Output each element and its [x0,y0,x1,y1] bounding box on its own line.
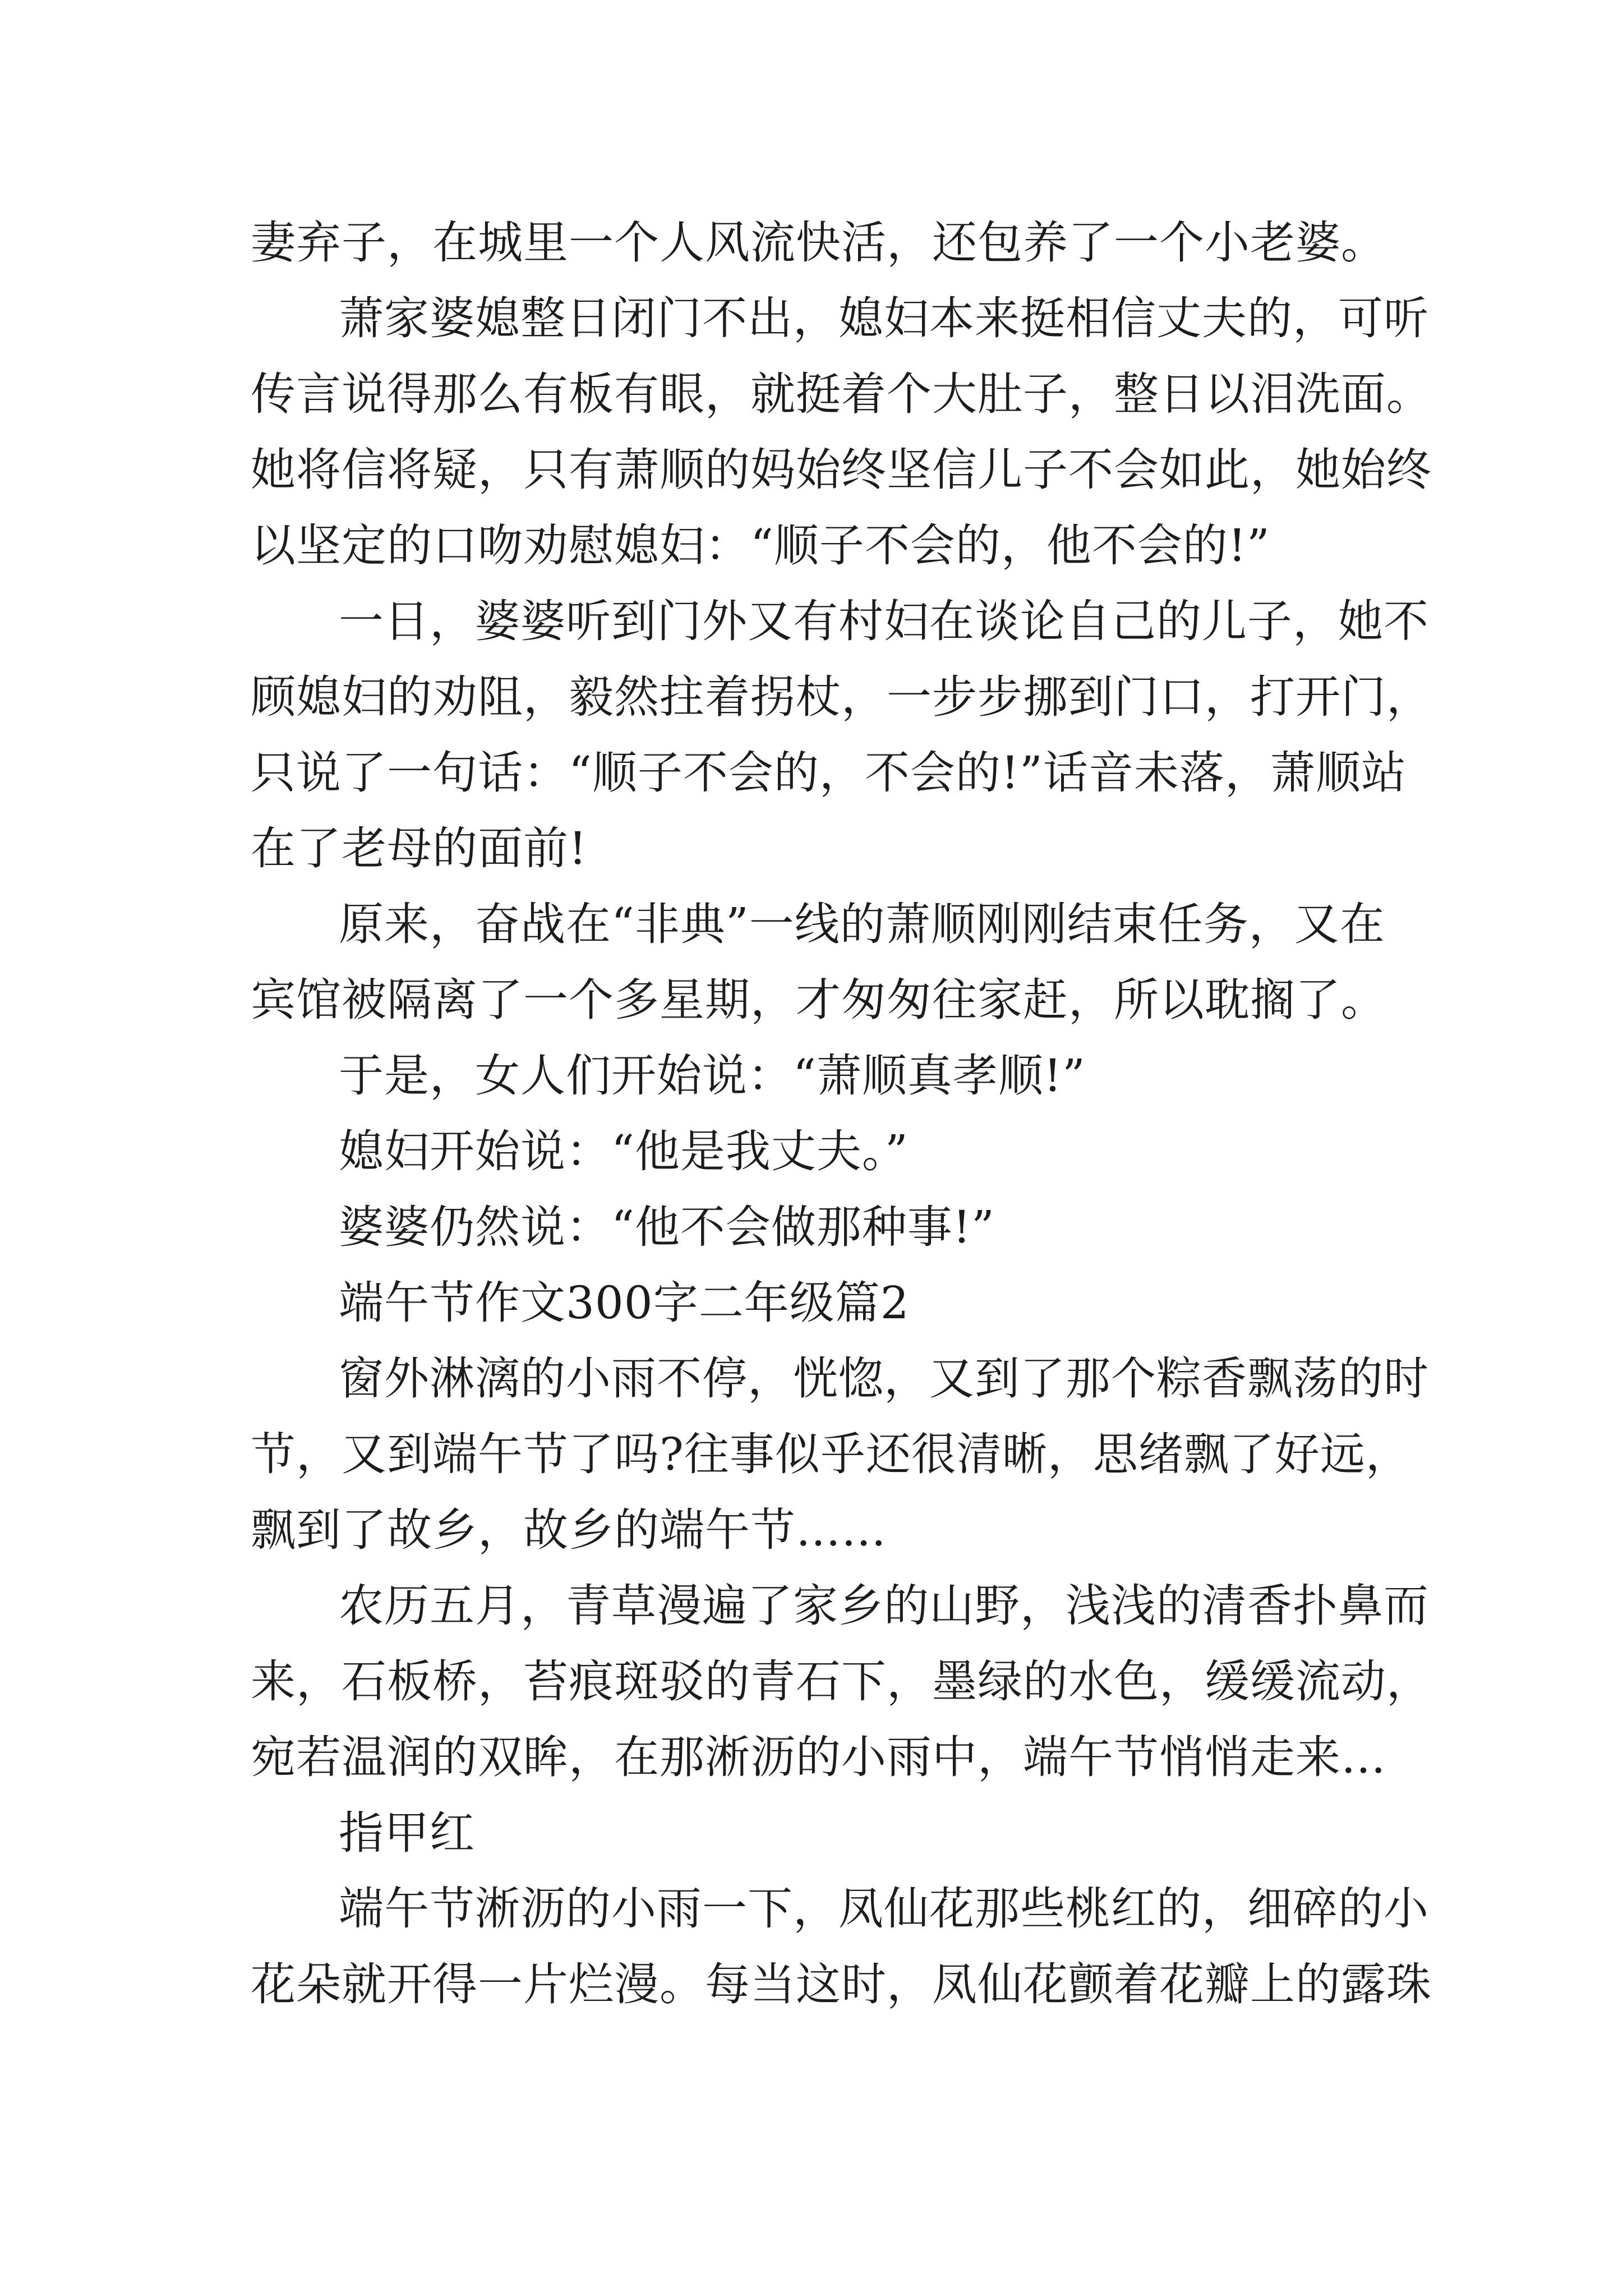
paragraph-start-line: 萧家婆媳整日闭门不出，媳妇本来挺相信丈夫的，可听 [339,292,1429,344]
paragraph-start-line: 窗外淋漓的小雨不停，恍惚，又到了那个粽香飘荡的时 [339,1352,1429,1405]
paragraph-start-line: 于是，女人们开始说：“萧顺真孝顺!” [339,1050,1086,1102]
text-line: 妻弃子，在城里一个人风流快活，还包养了一个小老婆。 [251,217,1386,269]
paragraph-start-line: 原来，奋战在“非典”一线的萧顺刚刚结束任务，又在 [339,898,1385,950]
text-line: 宛若温润的双眸，在那淅沥的小雨中，端午节悄悄走来… [251,1731,1386,1783]
text-line: 她将信将疑，只有萧顺的妈始终坚信儿子不会如此，她始终 [251,444,1432,496]
text-line: 宾馆被隔离了一个多星期，才匆匆往家赶，所以耽搁了。 [251,974,1386,1026]
text-line: 以坚定的口吻劝慰媳妇：“顺子不会的，他不会的!” [251,519,1270,572]
text-line: 只说了一句话：“顺子不会的，不会的!”话音未落，萧顺站 [251,747,1407,799]
text-line: 在了老母的面前! [251,822,588,875]
paragraph-start-line: 农历五月，青草漫遍了家乡的山野，浅浅的清香扑鼻而 [339,1580,1429,1632]
text-line: 节，又到端午节了吗?往事似乎还很清晰，思绪飘了好远， [251,1428,1411,1480]
paragraph-start-line: 媳妇开始说：“他是我丈夫。” [339,1125,909,1177]
section-heading: 端午节作文300字二年级篇2 [339,1277,910,1329]
text-line: 来，石板桥，苔痕斑驳的青石下，墨绿的水色，缓缓流动， [251,1655,1432,1708]
text-line: 传言说得那么有板有眼，就挺着个大肚子，整日以泪洗面。 [251,368,1432,420]
text-line: 花朵就开得一片烂漫。每当这时，凤仙花颤着花瓣上的露珠 [251,1958,1432,2010]
subheading: 指甲红 [339,1807,475,1859]
paragraph-start-line: 婆婆仍然说：“他不会做那种事!” [339,1201,995,1253]
text-line: 飘到了故乡，故乡的端午节…… [251,1504,887,1556]
text-line: 顾媳妇的劝阻，毅然拄着拐杖，一步步挪到门口，打开门， [251,671,1432,723]
paragraph-start-line: 一日，婆婆听到门外又有村妇在谈论自己的儿子，她不 [339,595,1429,647]
paragraph-start-line: 端午节淅沥的小雨一下，凤仙花那些桃红的，细碎的小 [339,1883,1429,1935]
